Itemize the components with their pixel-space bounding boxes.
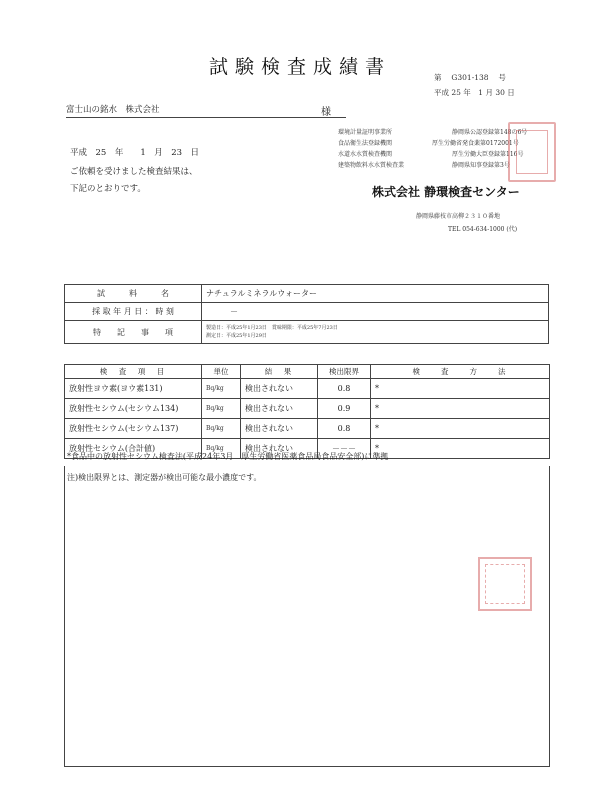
- result-unit: Bq/kg: [202, 419, 241, 439]
- result-row: [65, 399, 550, 419]
- header-unit: 単位: [202, 365, 241, 379]
- sample-info-table: [64, 284, 549, 344]
- result-limit: 0.8: [318, 419, 371, 439]
- request-line-2: 下記のとおりです。: [70, 184, 146, 194]
- result-limit: －－－: [318, 439, 371, 459]
- registrations-list: [338, 127, 528, 171]
- sample-info-row: [65, 303, 549, 321]
- result-item: 放射性セシウム(合計値): [65, 439, 202, 459]
- result-limit: 0.8: [318, 379, 371, 399]
- company-address: 静岡県藤枝市高柳２３１０番地: [416, 213, 501, 220]
- document-title: 試験検査成績書: [208, 56, 391, 78]
- sampling-date-label: 採 取 年 月 日 ： 時 刻: [65, 303, 202, 321]
- result-item: 放射性ヨウ素(ヨウ素131): [65, 379, 202, 399]
- recipient-block: [66, 103, 346, 118]
- registration-row: [338, 138, 519, 149]
- registration-value: 静岡県知事登録第3号: [452, 162, 510, 169]
- registration-label: 食品衛生法登録機関: [338, 140, 393, 147]
- result-limit: 0.9: [318, 399, 371, 419]
- recipient-honorific: 様: [321, 107, 331, 118]
- result-method: *: [371, 419, 550, 439]
- header-result: 結 果: [241, 365, 318, 379]
- registration-value: 厚生労働大臣登録第116号: [452, 151, 524, 158]
- special-note-line: 製造日：平成25年1月23日 賞味期限：平成25年7月23日: [206, 325, 338, 331]
- result-row: [65, 379, 550, 399]
- special-notes-value: [202, 321, 549, 344]
- footnote-1: *食品中の放射性セシウム検査法(平成24年3月 厚生労働省医薬食品局食品安全部)に準拠: [67, 452, 389, 461]
- sampling-date-value: －: [202, 303, 549, 321]
- result-unit: Bq/kg: [202, 439, 241, 459]
- result-method: *: [371, 439, 550, 459]
- result-item: 放射性セシウム(セシウム134): [65, 399, 202, 419]
- result-value: 検出されない: [241, 439, 318, 459]
- registration-label: 建築物飲料水水質検査業: [338, 162, 405, 169]
- footnote-2: 注)検出限界とは、測定器が検出可能な最小濃度です。: [67, 473, 262, 482]
- sample-info-row: [65, 321, 549, 344]
- result-method: *: [371, 379, 550, 399]
- sample-name-label: 試 料 名: [65, 285, 202, 303]
- header-method: 検 査 方 法: [371, 365, 550, 379]
- sample-name-value: ナチュラルミネラルウォーター: [202, 285, 549, 303]
- result-unit: Bq/kg: [202, 399, 241, 419]
- special-notes-label: 特 記 事 項: [65, 321, 202, 344]
- registration-row: [338, 149, 524, 160]
- page-seal-stamp: [478, 557, 532, 611]
- result-unit: Bq/kg: [202, 379, 241, 399]
- company-seal-stamp: [508, 122, 556, 182]
- results-header-row: [65, 365, 550, 379]
- registration-value: 厚生労働省発食薬第0172001号: [432, 140, 519, 147]
- registration-label: 環境計量証明事業所: [338, 129, 393, 136]
- result-method: *: [371, 399, 550, 419]
- result-value: 検出されない: [241, 399, 318, 419]
- registration-row: [338, 160, 510, 171]
- document-number: 第 G301-138 号: [434, 73, 506, 82]
- company-phone: TEL 054-634-1000 (代): [448, 226, 518, 233]
- results-table: [64, 364, 550, 459]
- result-item: 放射性セシウム(セシウム137): [65, 419, 202, 439]
- registration-value: 静岡県公認登録第148の6号: [452, 129, 528, 136]
- registration-label: 水道水水質検査機関: [338, 151, 393, 158]
- issue-date: 平成 25 年 1 月 30 日: [434, 88, 515, 97]
- result-row: [65, 419, 550, 439]
- special-note-line: 測定日：平成25年1月29日: [206, 333, 267, 339]
- header-limit: 検出限界: [318, 365, 371, 379]
- request-date: 平成 25 年 1 月 23 日: [70, 148, 200, 158]
- header-item: 検 査 項 目: [65, 365, 202, 379]
- recipient-name: 富士山の銘水 株式会社: [66, 105, 160, 115]
- registration-row: [338, 127, 528, 138]
- remarks-box: [64, 466, 550, 767]
- result-value: 検出されない: [241, 379, 318, 399]
- request-line-1: ご依頼を受けました検査結果は、: [70, 167, 198, 177]
- company-name: 株式会社 静環検査センター: [372, 185, 520, 199]
- result-value: 検出されない: [241, 419, 318, 439]
- sample-info-row: [65, 285, 549, 303]
